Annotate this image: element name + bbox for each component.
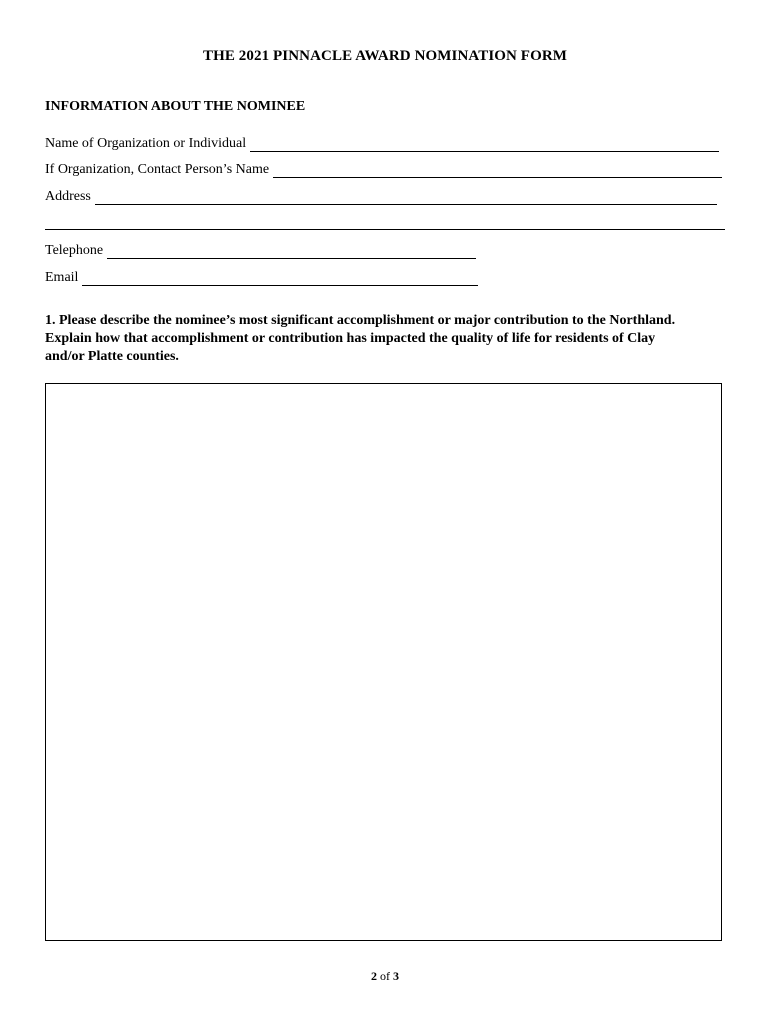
answer-1-textarea[interactable] [46,384,721,940]
telephone-line [107,244,476,259]
page-number [0,969,770,984]
telephone-label: Telephone [45,243,104,258]
field-telephone [45,241,476,259]
address-input[interactable] [95,191,717,205]
email-input[interactable] [82,272,478,286]
name-of-organization-line [250,137,719,152]
telephone-input[interactable] [107,245,476,259]
contact-person-line [273,163,722,178]
contact-person-label: If Organization, Contact Person’s Name [45,162,270,177]
address-line [95,190,717,205]
page-current: 2 [371,969,377,983]
field-contact-person [45,160,722,178]
question-1: 1. Please describe the nominee’s most significant accomplishment or major contribution to the Northland. Explain how that accomplishment or contribution has impacted the quality of life for residents of Clay and/or Platte counties. [45,313,676,364]
form-title: THE 2021 PINNACLE AWARD NOMINATION FORM [202,48,568,64]
address-line-2-input[interactable] [45,211,729,229]
field-name-of-organization [45,134,719,152]
email-label: Email [45,270,79,285]
page-of: of [380,969,390,983]
name-of-organization-input[interactable] [250,138,719,152]
email-line [82,271,478,286]
contact-person-input[interactable] [273,164,722,178]
page-total: 3 [393,969,399,983]
address-label: Address [45,189,91,204]
answer-1-box [45,383,722,941]
field-address [45,187,717,205]
field-email [45,268,478,286]
section-heading-nominee: INFORMATION ABOUT THE NOMINEE [45,99,306,114]
address-line-2 [45,229,725,230]
name-of-organization-label: Name of Organization or Individual [45,136,247,151]
